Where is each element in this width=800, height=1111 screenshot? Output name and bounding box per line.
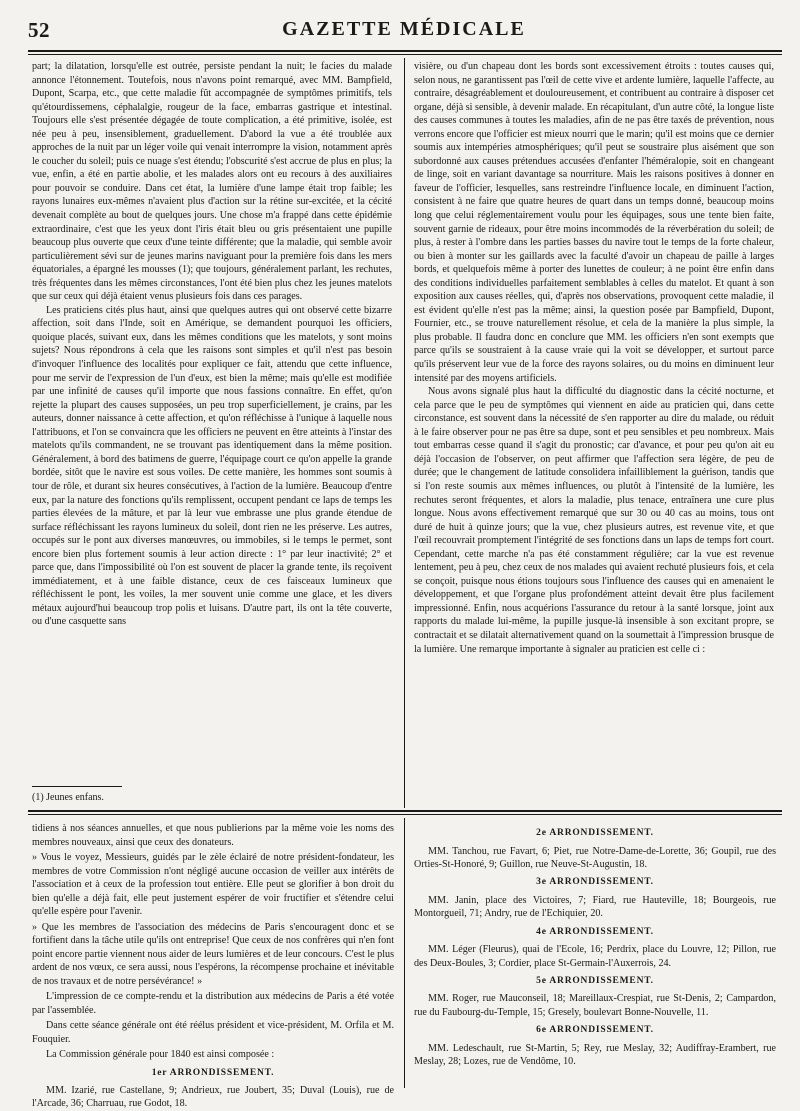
bottom-paragraph: L'impression de ce compte-rendu et la distribution aux médecins de Paris a été votée par l'assemblée. xyxy=(32,991,394,1016)
footnote: (1) Jeunes enfans. xyxy=(32,792,104,803)
bottom-paragraph: La Commission générale pour 1840 est ainsi composée : xyxy=(46,1049,275,1060)
right-paragraph: visière, ou d'un chapeau dont les bords sont excessivement étroits : toutes causes qui, selon nous, ne garantissent pas l'œil de cette vive et ardente lumière, laquelle l'affecte, au contraire, désagréablement et douloureusement, et contribuent au contraire à disposer cet organe, déjà si sensible, à devenir malade. En récapitulant, d'un autre côté, la longue liste des causes communes à toutes les maladies, afin de ne pas être taxés de prévention, nous verrons encore que l'officier est mieux nourri que le marin; qu'il est moins que ce dernier soumis aux intempéries atmosphériques; qu'il peut se soustraire plus aisément que son subordonné aux causes prétendues accusées d'enfanter l'héméralopie, soit en changeant de linge, soit en variant davantage sa nourriture. Mais les raisons positives à donner en faveur de l'officier, lesquelles, sans restreindre l'influence locale, en diminuent l'action, consistent à ne faire que quatre heures de quart dans un temps donné, beaucoup moins long que celui réglementairement voulu pour les équipages, sous une tente bien faite, souvent garnie de rideaux, pour être moins incommodés de la réverbération du soleil; de plus, à rester à l'ombre dans les parties basses du navire tout le temps de la forte chaleur, ou bien à monter sur les gaillards avec la faculté d'avoir un chapeau de paille à larges bords, et quelquefois même à porter des lunettes de couleur; à ne point être enfin dans des conditions individuelles parfaitement semblables à celles du matelot. Et quant à son exposition aux causes réelles, qui, d'après nos observations, provoquent cette maladie, il est évident qu'elle n'est pas la même; ainsi, la question posée par Bampfield, Dupont, Fournier, etc., se trouve naturellement résolue, et cela de la manière la plus simple, la plus probable. Il faudra donc en conclure que MM. les officiers n'en sont exempts que parce qu'ils se soustraient à la cause vraie qui la voit se développer, et surtout parce qu'ils préservent leur vue de la force des rayons solaires, ou du moins en diminuent leur intensité par des moyens artificiels. xyxy=(414,61,774,384)
right-column xyxy=(414,60,774,805)
arrondissement-title: 6e ARRONDISSEMENT. xyxy=(536,1025,654,1036)
header-rule-thick xyxy=(28,50,782,52)
arrondissement-title: 4e ARRONDISSEMENT. xyxy=(536,926,654,937)
arrondissement-title: 1er ARRONDISSEMENT. xyxy=(151,1067,275,1078)
header-rule-thin xyxy=(28,54,782,55)
arrondissement-entry: MM. Tanchou, rue Favart, 6; Piet, rue Notre-Dame-de-Lorette, 36; Goupil, rue des Orties-St-Honoré, 9; Guillon, rue Neuve-St-Augustin, 18. xyxy=(414,845,776,870)
arrondissement-entry: MM. Janin, place des Victoires, 7; Fiard, rue Hauteville, 18; Bourgeois, rue Montorgueil, 71; Andry, rue de l'Echiquier, 20. xyxy=(414,894,776,920)
arrondissement-title: 2e ARRONDISSEMENT. xyxy=(536,828,654,838)
bottom-right-column xyxy=(414,822,776,1087)
page-number: 52 xyxy=(28,18,50,42)
section-rule-thick xyxy=(28,810,782,812)
page-header xyxy=(28,14,780,48)
bottom-left-column xyxy=(32,822,394,1110)
column-divider xyxy=(404,58,405,808)
bottom-paragraph: Dans cette séance générale ont été réélus président et vice-président, M. Orfila et M. Fouquier. xyxy=(32,1020,394,1045)
right-paragraph: Nous avons signalé plus haut la difficulté du diagnostic dans la cécité nocturne, et cela parce que le peu de symptômes qui viennent en aide au praticien qui, dans cette circonstance, est souvent dans la nécessité de s'en rapporter au dire du malade, ou réduit à le faire observer pour ne pas être sa dupe, sont et peu sensibles et peu nombreux. Mais tout embarras cesse quand il s'agit du pronostic; car d'avance, et pour peu qu'on ait eu déjà l'occasion de l'observer, on peut affirmer que l'affection sera légère, de peu de durée; que le changement de latitude consolidera infailliblement la guérison, tandis que si l'on reste soumis aux mêmes influences, ou plutôt à l'intensité de la lumière, les rechutes seront fréquentes, et alors la maladie, plus tenace, entraînera une cure plus longue. Nous avons effectivement remarqué que sur 30 ou 40 cas au moins, tous ont duré de huit à quinze jours; que la vue, chez plusieurs autres, est revenue vite, et que l'œil recouvrait promptement l'intégrité de ses fonctions dans un laps de temps fort court. Cependant, cette marche n'a pas été constamment régulière; car la vue est revenue lentement, peu à peu, chez ceux de nos malades qui avaient rechuté plusieurs fois, et cela se conçoit, puisque nous étions toujours sous l'influence des causes qui en amenaient le développement, et que l'organe plus profondément atteint devait être plus facilement impressionné. Enfin, nous acquérions l'assurance du retour à la santé lorsque, joint aux rapports du malade lui-même, la pupille jusque-là insensible à son excitant propre, se contractait et se dilatait alternativement quand on la soumettait à l'impression brusque de la lumière. Une remarque importante à signaler au praticien est celle ci : xyxy=(414,386,774,655)
left-column xyxy=(32,60,392,780)
arrondissement-title: 5e ARRONDISSEMENT. xyxy=(536,975,654,986)
left-paragraph: Les praticiens cités plus haut, ainsi que quelques autres qui ont observé cette bizarre affection, soit dans l'Inde, soit en Amérique, se demandent pourquoi les officiers, quoique placés, suivant eux, dans les mêmes conditions que les matelots, y sont moins sujets? Nous répondrons à cela que les raisons sont simples et qu'il n'est pas besoin d'invoquer l'influence des localités pour expliquer ce fait, attendu que cette influence, pour me servir de l'expression de l'un d'eux, est bien la même; mais qu'elle est modifiée par une infinité de causes qu'il importe que nous fassions connaître. En effet, qu'on rejette la plupart des causes supposées, un peu trop superficiellement, je crains, par les auteurs, donner naissance à cette affection, et qu'on réfléchisse à l'unique à laquelle nous l'attribuons, et l'on se convaincra que les officiers ne peuvent en être atteints à l'instar des matelots qu'ils commandent, ne se trouvant pas identiquement dans la même position. Généralement, à bord des batimens de guerre, l'équipage court ce qu'on appelle la grande bordée, sitôt que le navire est sous voiles. De cette manière, les hommes sont soumis à tour de rôle, et durant six heures consécutives, à l'action de la lumière. Beaucoup d'entre eux, par la nature des fonctions qu'ils remplissent, occupent pendant ce laps de temps les parties élevées de la mâture, et par là leur vue embrasse une plus grande étendue de surface réfléchissant les rayons lumineux du soleil, dont rien ne les préserve. Les autres, occupés sur le pont aux diverses manœuvres, ou immobiles, si le temps le permet, sont encore bien plus fortement soumis à leur action directe : 1° par leur inactivité; 2° et parce que, dans l'impossibilité où l'on est souvent de placer la grande tente, ils reçoivent immédiatement, et à une faible distance, ceux de ces faisceaux lumineux que réfléchissent le pont, les voiles, la mer souvent unie comme une glace, et les divers métaux aujourd'hui beaucoup trop polis et luisans. D'autre part, ils ont la tête couverte, ou d'une casquette sans xyxy=(32,304,392,628)
arrondissement-entry: MM. Izarié, rue Castellane, 9; Andrieux, rue Joubert, 35; Duval (Louis), rue de l'Arcade, 36; Charruau, rue Godot, 18. xyxy=(32,1085,394,1110)
footnote-rule xyxy=(32,786,122,787)
left-paragraph: part; la dilatation, lorsqu'elle est outrée, persiste pendant la nuit; le facies du malade annonce l'étonnement. Toutefois, nous n'avons point remarqué, avec MM. Bampfield, Dupont, Scarpa, etc., que cette maladie fût accompagnée de symptômes primitifs, tels qu'étourdissemens, céphalalgie, rougeur de la face, embarras gastrique et intestinal. Toujours elle s'est présentée dégagée de toute complication, a été primitive, isolée, est née peu à peu, insensiblement, graduellement. D'abord la vue a été troublée aux approches de la nuit par un léger voile qui venait interrompre la vision, notamment après le coucher du soleil; puis ce nuage s'est étendu; l'obscurité s'est accrue de plus en plus; la vue, enfin, a été en partie abolie, et les malades alors ont eu recours à des auxiliaires pour pouvoir se conduire. Dans cet état, la lumière d'une lampe était trop faible; les rayons lunaires eux-mêmes n'avaient plus d'action sur la rétine sur-excitée, et la cécité devenait complète au bout de quelques jours. Une chose m'a frappé dans cette épidémie extraordinaire, c'est que les yeux dont l'iris était bleu ou gris présentaient une pupille beaucoup plus ouverte que ceux d'une teinte différente; que la maladie, qui semble avoir particulièrement sévi sur de jeunes marins naviguant pour la première fois dans les mers équatoriales, a épargné les mousses (1); que toujours, généralement parlant, les rechutes, très fréquentes dans les mêmes circonstances, l'ont été bien plus chez les jeunes matelots que sur ceux qui déjà étaient venus plusieurs fois dans ces parages. xyxy=(32,61,392,303)
arrondissement-entry: MM. Roger, rue Mauconseil, 18; Mareillaux-Crespiat, rue St-Denis, 2; Campardon, rue du Faubourg-du-Temple, 15; Gresely, boulevart Bonne-Nouvelle, 11. xyxy=(414,993,776,1018)
bottom-paragraph: » Que les membres de l'association des médecins de Paris s'encouragent donc et se fortifient dans la tâche utile qu'ils ont entreprise! Que ceux de nos confrères qui n'en font point encore partie viennent nous aider de leurs lumières et de leur concours. C'est le plus ardent de nos vœux, ce sera aussi, nous l'espérons, la récompense prochaine et inévitable de nos travaux et de notre persévérance! » xyxy=(32,921,394,987)
bottom-paragraph: tidiens à nos séances annuelles, et que nous publierions par la même voie les noms des membres nouveaux, ainsi que ceux des donateurs. xyxy=(32,823,394,848)
arrondissement-title: 3e ARRONDISSEMENT. xyxy=(536,877,654,888)
bottom-column-divider xyxy=(404,818,405,1088)
arrondissement-entry: MM. Léger (Fleurus), quai de l'Ecole, 16; Perdrix, place du Louvre, 12; Pillon, rue des Deux-Boules, 3; Cordier, place St-Germain-l'Auxerrois, 24. xyxy=(414,944,776,969)
journal-title: GAZETTE MÉDICALE xyxy=(282,18,526,40)
bottom-paragraph: » Vous le voyez, Messieurs, guidés par le zèle éclairé de notre président-fondateur, les membres de votre Commission n'ont négligé aucune occasion de veiller aux intérêts de l'association et à ceux de la profession tout entière. Elle peut se glorifier à bon droit du bien qu'elle a déjà fait, elle peut justement espérer de voir fructifier et s'étendre celui qu'elle espère pour l'avenir. xyxy=(32,852,394,917)
section-rule-thin xyxy=(28,814,782,815)
arrondissement-entry: MM. Ledeschault, rue St-Martin, 5; Rey, rue Meslay, 32; Audiffray-Erambert, rue Meslay, 28; Lozes, rue de Vendôme, 10. xyxy=(414,1042,776,1068)
